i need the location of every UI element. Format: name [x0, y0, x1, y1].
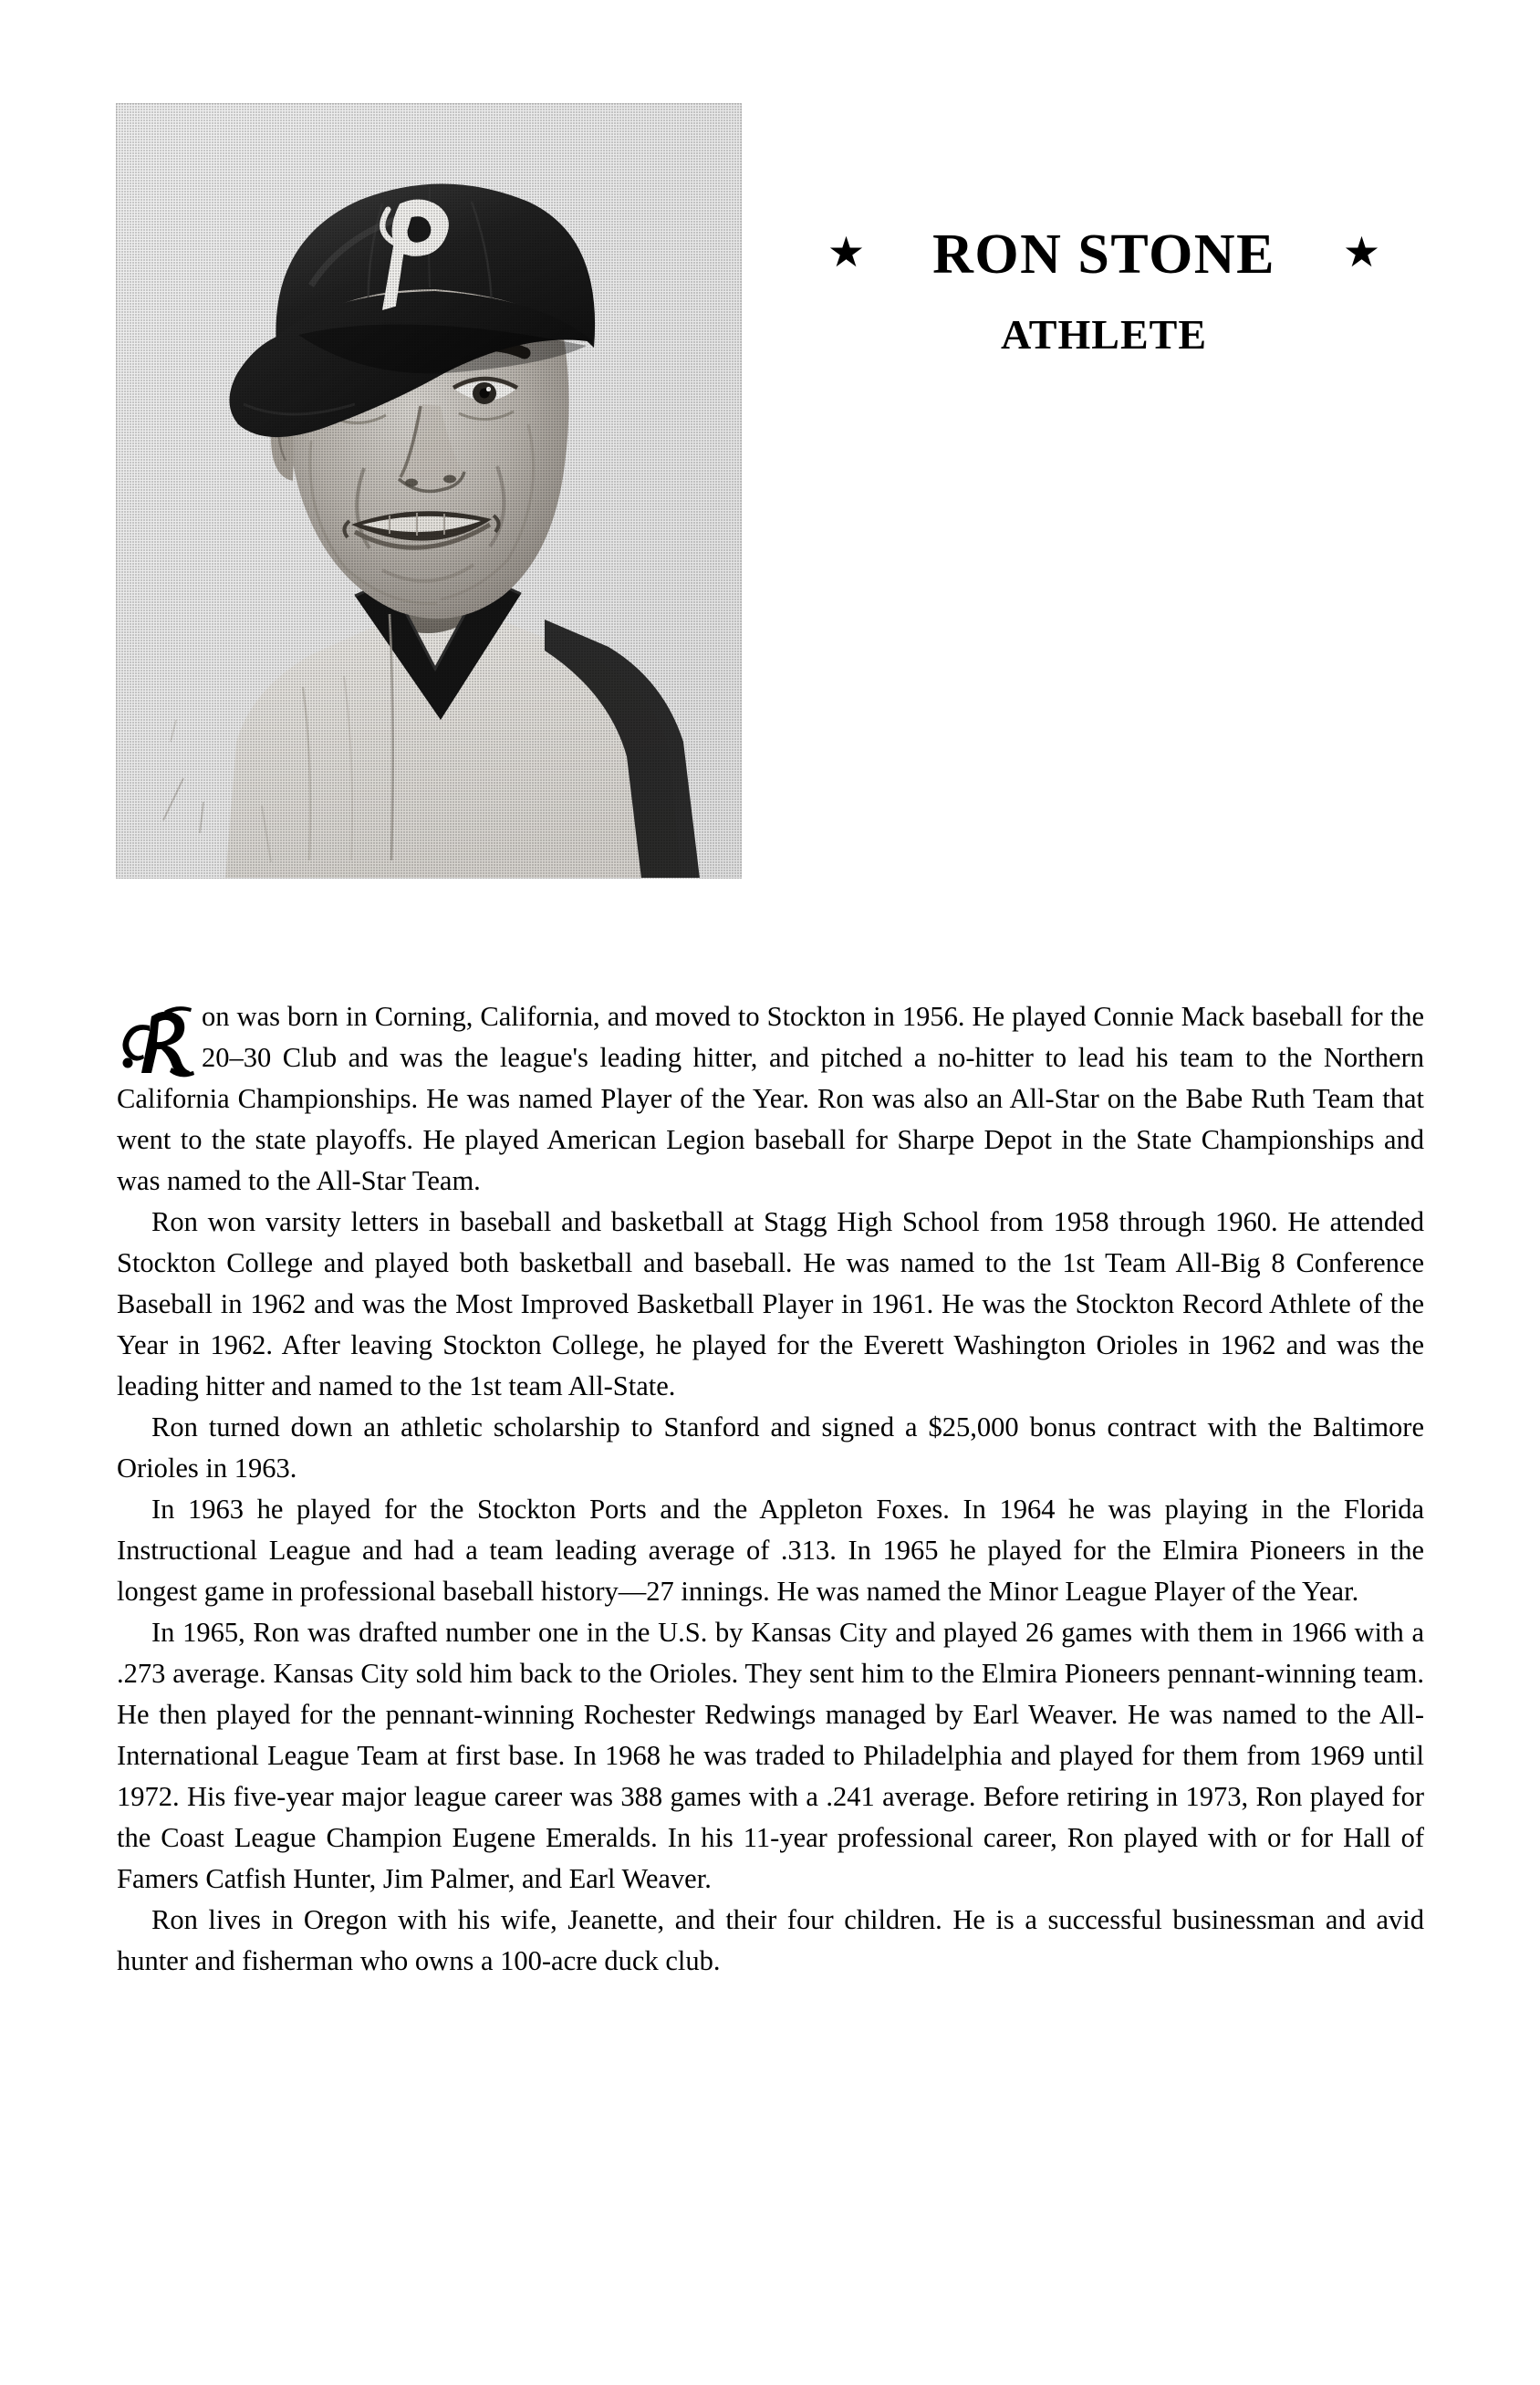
paragraph-2: Ron won varsity letters in baseball and basketball at Stagg High School from 1958 through 1960. He attended Stockton College and played both basketball and baseball. He was named to the 1st Team All-Big 8 Conference Baseball in 1962 and was the Most Improved Basketball Player in 1961. He was the Stockton Record Athlete of the Year in 1962. After leaving Stockton College, he played for the Everett Washington Orioles in 1962 and was the leading hitter and named to the 1st team All-State. — [117, 1206, 1424, 1401]
page-title: RON STONE — [932, 224, 1275, 286]
paragraph-1 — [117, 996, 1424, 1202]
star-icon-right: ★ — [1342, 229, 1381, 276]
page-subtitle: ATHLETE — [1001, 311, 1207, 358]
paragraph-3: Ron turned down an athletic scholarship to Stanford and signed a $25,000 bonus contract with the Baltimore Orioles in 1963. — [117, 1411, 1424, 1484]
paragraph-5: In 1965, Ron was drafted number one in the U.S. by Kansas City and played 26 games with them in 1966 with a .273 average. Kansas City sold him back to the Orioles. They sent him to the Elmira Pioneers pennant-winning team. He then played for the pennant-winning Rochester Redwings managed by Earl Weaver. He was named to the All-International League Team at first base. In 1968 he was traded to Philadelphia and played for them from 1969 until 1972. His five-year major league career was 388 games with a .241 average. Before retiring in 1973, Ron played for the Coast League Champion Eugene Emeralds. In his 11-year professional career, Ron played with or for Hall of Famers Catfish Hunter, Jim Palmer, and Earl Weaver. — [117, 1617, 1424, 1894]
biography-text — [117, 996, 1424, 1982]
title-block — [757, 226, 1451, 356]
portrait-photo-image — [116, 103, 742, 879]
header-zone — [0, 0, 1540, 922]
star-icon-left: ★ — [827, 229, 866, 276]
paragraph-4: In 1963 he played for the Stockton Ports and the Appleton Foxes. In 1964 he was playing in the Florida Instructional League and had a team leading average of .313. In 1965 he played for the Elmira Pioneers in the longest game in professional baseball history—27 innings. He was named the Minor League Player of the Year. — [117, 1494, 1424, 1607]
paragraph-1-text: on was born in Corning, California, and moved to Stockton in 1956. He played Connie Mack baseball for the 20–30 Club and was the league's leading hitter, and pitched a no-hitter to lead his team to the Northern California Championships. He was named Player of the Year. Ron was also an All-Star on the Babe Ruth Team that went to the state playoffs. He played American Legion baseball for Sharpe Depot in the State Championships and was named to the All-Star Team. — [117, 1001, 1424, 1196]
paragraph-6: Ron lives in Oregon with his wife, Jeanette, and their four children. He is a successful businessman and avid hunter and fisherman who owns a 100-acre duck club. — [117, 1904, 1424, 1976]
drop-cap-r — [117, 1004, 201, 1080]
portrait-photo — [116, 103, 742, 879]
name-row — [757, 224, 1451, 286]
